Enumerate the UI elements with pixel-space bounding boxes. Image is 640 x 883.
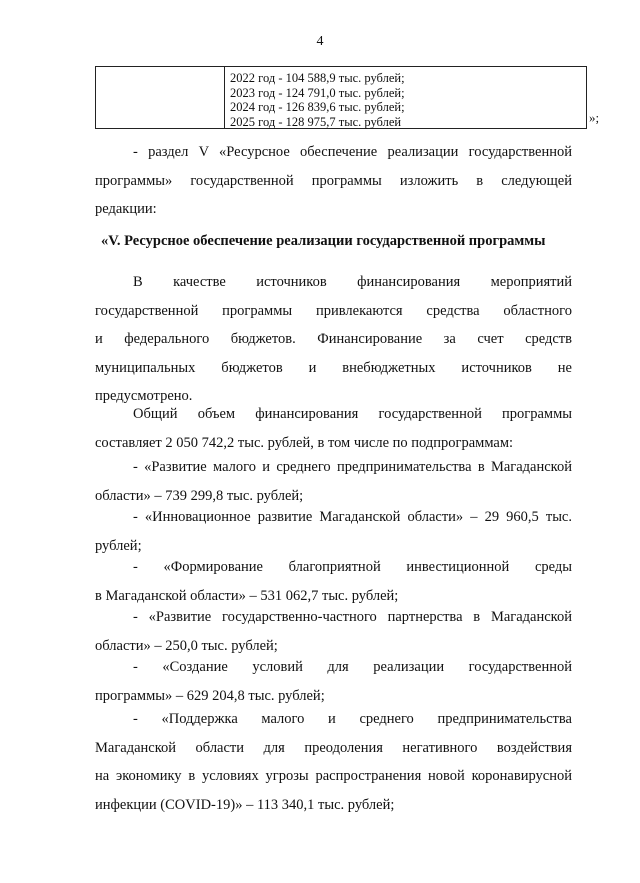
table-row: 2024 год - 126 839,6 тыс. рублей; [230,100,405,114]
financing-table [95,66,587,129]
intro-paragraph: - раздел V «Ресурсное обеспечение реализации государственной программы» государственной программы изложить в следующей редакции: [95,144,572,217]
list-item: - «Инновационное развитие Магаданской области» – 29 960,5 тыс. рублей; [95,509,572,554]
paragraph-total: Общий объем финансирования государственной программы составляет 2 050 742,2 тыс. рублей, в том числе по подпрограммам: [95,406,572,451]
table-row: 2022 год - 104 588,9 тыс. рублей; [230,71,405,85]
table-empty-cell [96,67,225,128]
table-closing-mark: »; [589,110,600,125]
list-item: - «Развитие малого и среднего предпринимательства в Магаданской области» – 739 299,8 тыс. рублей; [95,459,572,504]
section-heading: «V. Ресурсное обеспечение реализации государственной программы [101,233,546,249]
page-number: 4 [316,34,324,49]
table-years-cell [225,67,405,128]
table-row: 2025 год - 128 975,7 тыс. рублей [230,114,402,129]
list-item: - «Поддержка малого и среднего предпринимательства Магаданской области для преодоления негативного воздействия на экономику в условиях угрозы распространения новой коронавирусной инфекции (COVID-19)» – 113 340,1 тыс. рублей; [95,711,572,813]
table-row: 2023 год - 124 791,0 тыс. рублей; [230,85,405,100]
list-item: - «Создание условий для реализации государственной программы» – 629 204,8 тыс. рублей; [95,659,572,704]
list-item: - «Развитие государственно-частного партнерства в Магаданской области» – 250,0 тыс. рублей; [95,609,572,654]
list-item: - «Формирование благоприятной инвестиционной среды в Магаданской области» – 531 062,7 тыс. рублей; [95,559,572,604]
paragraph-sources: В качестве источников финансирования мероприятий государственной программы привлекаются средства областного и федерального бюджетов. Финансирование за счет средств муниципальных бюджетов и внебюджетных источников не предусмотрено. [95,274,572,404]
